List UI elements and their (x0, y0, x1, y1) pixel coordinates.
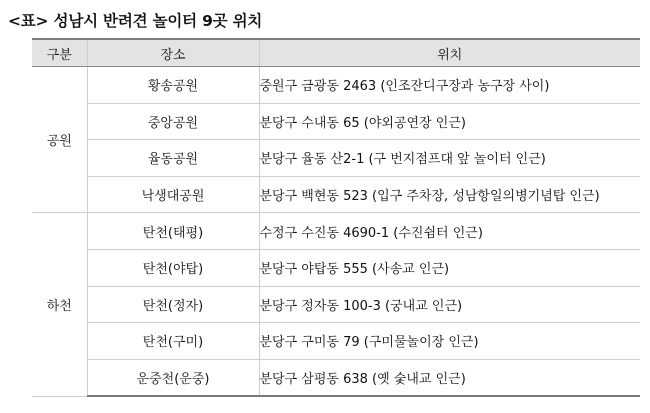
location-cell: 분당구 수내동 65 (야외공연장 인근) (259, 103, 640, 140)
place-cell: 낙생대공원 (87, 176, 259, 213)
table-title: <표> 성남시 반려견 놀이터 9곳 위치 (8, 12, 263, 30)
place-cell: 황송공원 (87, 67, 259, 104)
header-place: 장소 (87, 39, 259, 67)
category-cell-stream: 하천 (32, 213, 87, 396)
header-location: 위치 (259, 39, 640, 67)
location-cell: 분당구 율동 산2-1 (구 번지점프대 앞 놀이터 인근) (259, 140, 640, 177)
location-cell: 수정구 수진동 4690-1 (수진쉼터 인근) (259, 213, 640, 250)
table-row (32, 249, 640, 286)
table-row (32, 103, 640, 140)
location-cell: 분당구 삼평동 638 (옛 숯내교 인근) (259, 359, 640, 396)
dog-playground-location-table (32, 38, 640, 397)
location-cell: 분당구 백현동 523 (입구 주차장, 성남항일의병기념탑 인근) (259, 176, 640, 213)
location-cell: 분당구 구미동 79 (구미물놀이장 인근) (259, 323, 640, 360)
place-cell: 탄천(야탑) (87, 249, 259, 286)
place-cell: 운중천(운중) (87, 359, 259, 396)
place-cell: 탄천(태평) (87, 213, 259, 250)
table-row (32, 323, 640, 360)
table-row (32, 359, 640, 396)
place-cell: 율동공원 (87, 140, 259, 177)
location-cell: 중원구 금광동 2463 (인조잔디구장과 농구장 사이) (259, 67, 640, 104)
table-row (32, 140, 640, 177)
location-cell: 분당구 야탑동 555 (사송교 인근) (259, 249, 640, 286)
header-category: 구분 (32, 39, 87, 67)
place-cell: 탄천(정자) (87, 286, 259, 323)
table-row (32, 286, 640, 323)
category-cell-park: 공원 (32, 67, 87, 213)
location-cell: 분당구 정자동 100-3 (궁내교 인근) (259, 286, 640, 323)
place-cell: 중앙공원 (87, 103, 259, 140)
table-row (32, 213, 640, 250)
table-header-row (32, 39, 640, 67)
table-row (32, 67, 640, 104)
table-row (32, 176, 640, 213)
place-cell: 탄천(구미) (87, 323, 259, 360)
